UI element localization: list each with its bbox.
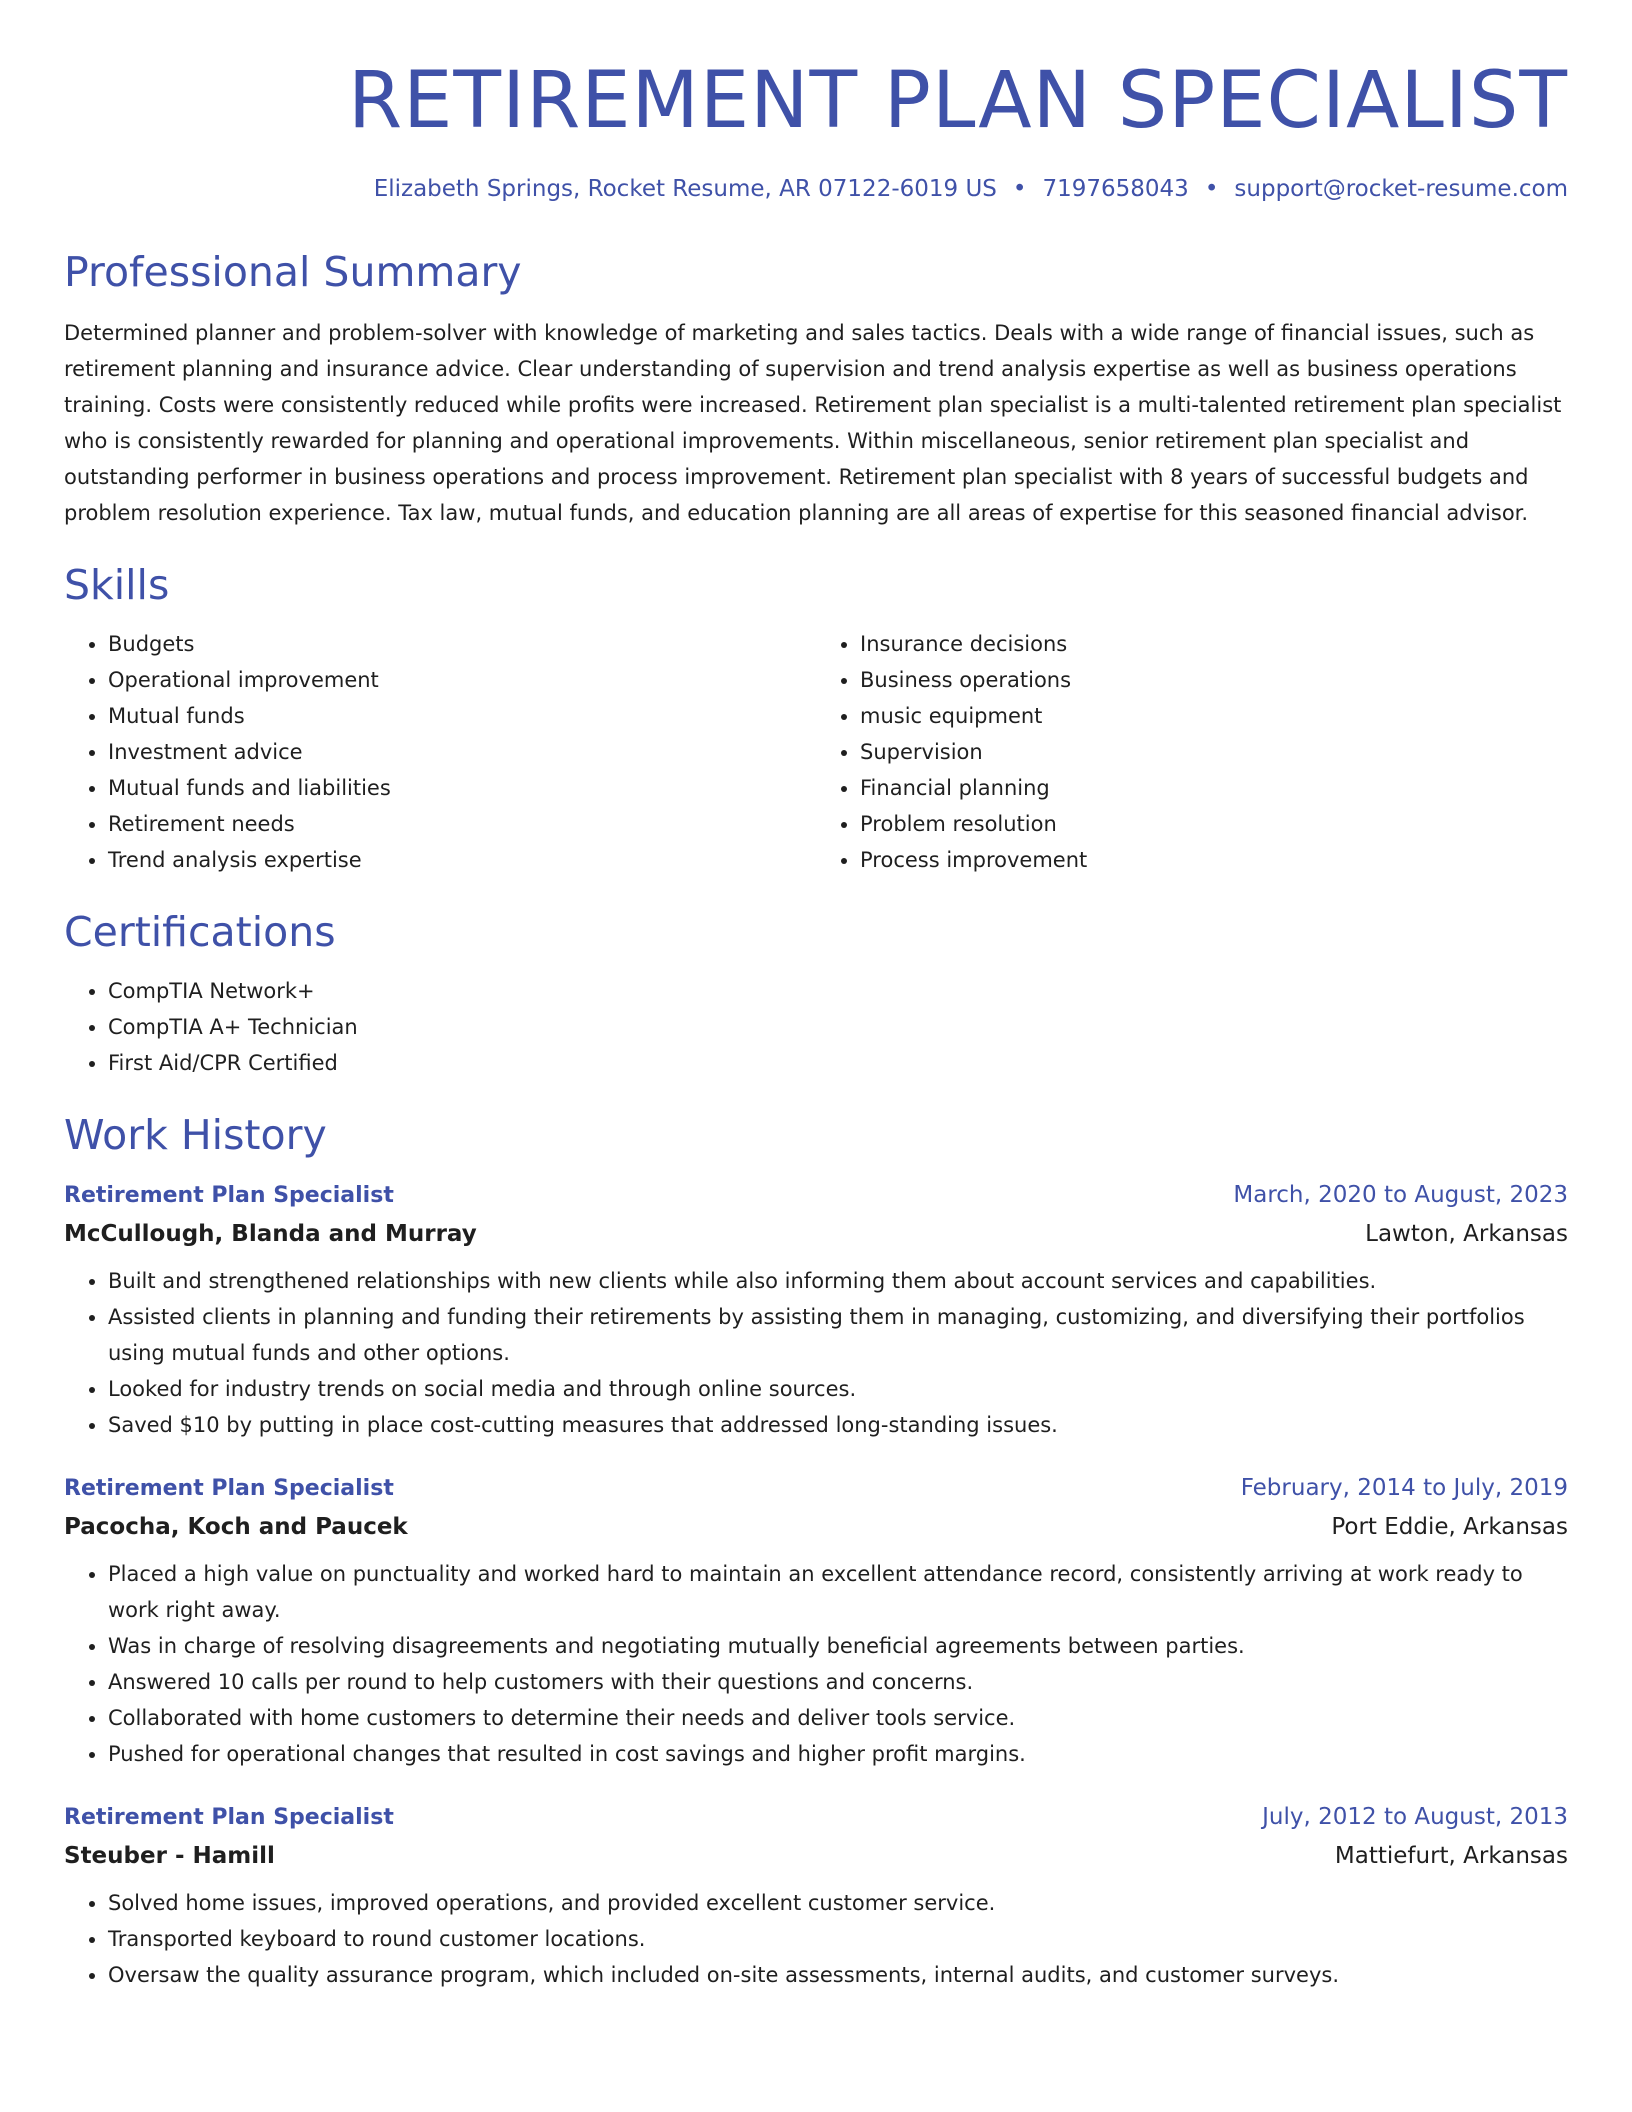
job-bullets — [64, 1556, 1568, 1772]
skill-item: • music equipment — [860, 698, 1568, 734]
certification-item: • First Aid/CPR Certified — [108, 1045, 1568, 1081]
job-bullet: • Transported keyboard to round customer locations. — [108, 1921, 1568, 1957]
job-bullets — [64, 1885, 1568, 1993]
job-dates: July, 2012 to August, 2013 — [1262, 1804, 1568, 1831]
job-company-row — [64, 1512, 1568, 1542]
job-bullet: • Saved $10 by putting in place cost-cutting measures that addressed long-standing issues. — [108, 1407, 1568, 1443]
contact-address: Elizabeth Springs, Rocket Resume, AR 07122-6019 US — [373, 176, 997, 202]
job-location: Port Eddie, Arkansas — [1331, 1514, 1568, 1541]
skill-item: • Supervision — [860, 734, 1568, 770]
job-bullet: • Built and strengthened relationships with new clients while also informing them about account services and capabilities. — [108, 1263, 1568, 1299]
section-title-summary: Professional Summary — [64, 247, 522, 296]
contact-separator: • — [1204, 176, 1219, 202]
job-bullets — [64, 1263, 1568, 1443]
certification-item: • CompTIA Network+ — [108, 973, 1568, 1009]
job-entry — [64, 1473, 1568, 1772]
job-title: Retirement Plan Specialist — [64, 1476, 394, 1502]
skill-item: • Problem resolution — [860, 806, 1568, 842]
skill-item: • Business operations — [860, 662, 1568, 698]
section-title-certifications: Certifications — [64, 907, 336, 956]
job-company: Pacocha, Koch and Paucek — [64, 1514, 408, 1541]
job-entry — [64, 1180, 1568, 1443]
contact-separator: • — [1012, 176, 1027, 202]
job-location: Mattiefurt, Arkansas — [1334, 1843, 1568, 1870]
summary-text: Determined planner and problem-solver with knowledge of marketing and sales tactics. Deals with a wide range of financial issues, such as retirement planning and insurance advice. Clear understanding of supervision and trend analysis expertise as well as business operations training. Costs were consistently reduced while profits were increased. Retirement plan specialist is a multi-talented retirement plan specialist who is consistently rewarded for planning and operational improvements. Within miscellaneous, senior retirement plan specialist and outstanding performer in business operations and process improvement. Retirement plan specialist with 8 years of successful budgets and problem resolution experience. Tax law, mutual funds, and education planning are all areas of expertise for this seasoned financial advisor. — [64, 320, 1562, 525]
job-dates: February, 2014 to July, 2019 — [1240, 1475, 1568, 1502]
job-bullet: • Solved home issues, improved operations, and provided excellent customer service. — [108, 1885, 1568, 1921]
skill-item: • Operational improvement — [108, 662, 816, 698]
job-header — [64, 1473, 1568, 1504]
skill-item: • Retirement needs — [108, 806, 816, 842]
job-company-row — [64, 1841, 1568, 1871]
job-company-row — [64, 1219, 1568, 1249]
job-dates: March, 2020 to August, 2023 — [1233, 1182, 1568, 1209]
job-header — [64, 1802, 1568, 1833]
contact-phone: 7197658043 — [1042, 176, 1189, 202]
job-company: Steuber - Hamill — [64, 1843, 275, 1870]
job-header — [64, 1180, 1568, 1211]
skill-item: • Investment advice — [108, 734, 816, 770]
job-title: Retirement Plan Specialist — [64, 1183, 394, 1209]
skill-item: • Insurance decisions — [860, 626, 1568, 662]
job-bullet: • Placed a high value on punctuality and worked hard to maintain an excellent attendance record, consistently arriving at work ready to work right away. — [108, 1556, 1568, 1628]
job-bullet: • Pushed for operational changes that resulted in cost savings and higher profit margins. — [108, 1736, 1568, 1772]
contact-line — [64, 176, 1568, 204]
job-title: Retirement Plan Specialist — [64, 1805, 394, 1831]
section-title-skills: Skills — [64, 560, 170, 609]
certifications-list — [64, 973, 1568, 1081]
skill-item: • Mutual funds — [108, 698, 816, 734]
job-bullet: • Oversaw the quality assurance program, which included on-site assessments, internal audits, and customer surveys. — [108, 1957, 1568, 1993]
resume-title: RETIREMENT PLAN SPECIALIST — [347, 56, 1568, 146]
job-bullet: • Collaborated with home customers to determine their needs and deliver tools service. — [108, 1700, 1568, 1736]
section-title-work-history: Work History — [64, 1111, 327, 1160]
job-bullet: • Assisted clients in planning and funding their retirements by assisting them in managing, customizing, and diversifying their portfolios using mutual funds and other options. — [108, 1299, 1568, 1371]
skill-item: • Budgets — [108, 626, 816, 662]
skill-item: • Mutual funds and liabilities — [108, 770, 816, 806]
job-bullet: • Answered 10 calls per round to help customers with their questions and concerns. — [108, 1664, 1568, 1700]
skill-item: • Financial planning — [860, 770, 1568, 806]
job-bullet: • Was in charge of resolving disagreements and negotiating mutually beneficial agreements between parties. — [108, 1628, 1568, 1664]
certification-item: • CompTIA A+ Technician — [108, 1009, 1568, 1045]
skills-list-right — [816, 626, 1568, 878]
job-bullet: • Looked for industry trends on social media and through online sources. — [108, 1371, 1568, 1407]
skill-item: • Process improvement — [860, 842, 1568, 878]
contact-email: support@rocket-resume.com — [1234, 176, 1568, 202]
skills-list-left — [64, 626, 816, 878]
job-location: Lawton, Arkansas — [1365, 1221, 1568, 1248]
job-company: McCullough, Blanda and Murray — [64, 1221, 477, 1248]
job-entry — [64, 1802, 1568, 1993]
skills-columns — [64, 626, 1568, 878]
skill-item: • Trend analysis expertise — [108, 842, 816, 878]
